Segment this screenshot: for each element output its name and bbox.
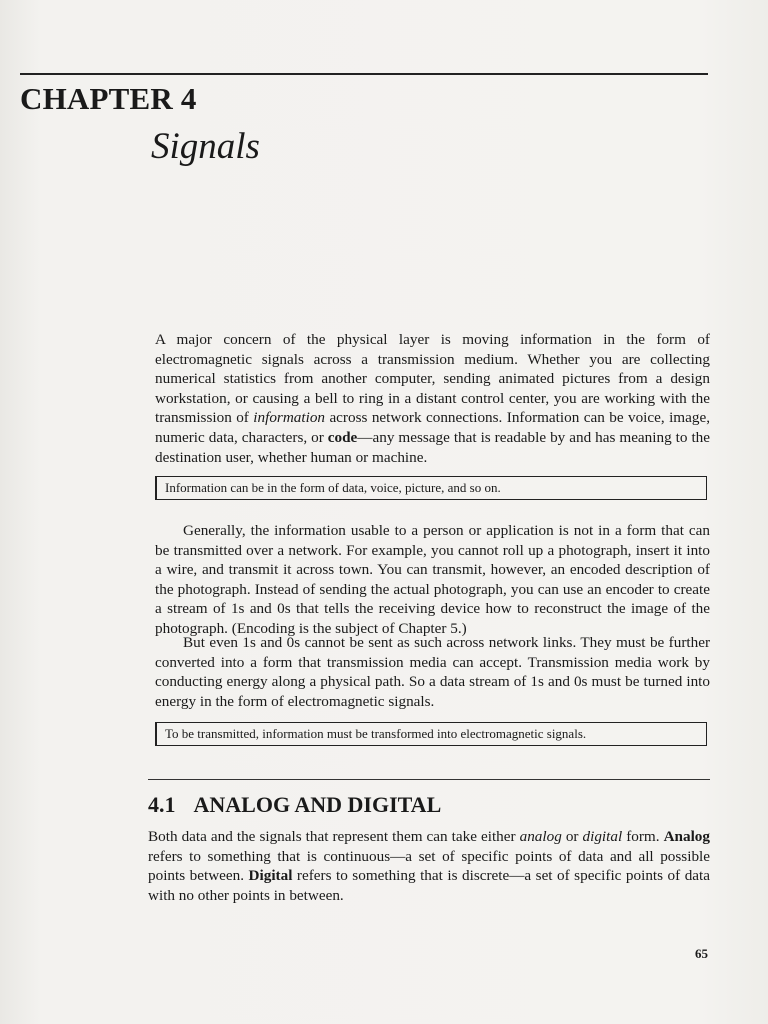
- body-paragraph-signals: But even 1s and 0s cannot be sent as such across network links. They must be further converted into a form that transmission media can accept. Transmission media work by conducting energy along a physical path. So a data stream of 1s and 0s must be turned into energy in the form of electromagnetic signals.: [155, 634, 710, 710]
- section-title: ANALOG AND DIGITAL: [193, 792, 442, 817]
- section-term-digital: Digital: [248, 867, 293, 885]
- intro-text-2: across network connections. Information can be voice, image, numeric data, characters, or: [155, 409, 710, 446]
- section-term-analog-italic: analog: [519, 828, 562, 845]
- section-number: 4.1: [148, 792, 176, 817]
- body-paragraph-encoding: Generally, the information usable to a person or application is not in a form that can be transmitted over a network. For example, you cannot roll up a photograph, insert it into a wire, and transmit it across town. You can transmit, however, an encoded description of the photograph. Instead of sending the actual photograph, you can use an encoder to create a stream of 1s and 0s that tells the receiving device how to reconstruct the image of the photograph. (Encoding is the subject of Chapter 5.): [155, 522, 710, 637]
- section-heading: [148, 794, 441, 816]
- intro-term-code: code: [327, 428, 358, 446]
- section-rule: [148, 779, 710, 780]
- chapter-title: Signals: [151, 126, 260, 167]
- intro-text-3: —any message that is readable by and has meaning to the destination user, whether human or machine.: [155, 428, 710, 466]
- section-term-analog: Analog: [663, 828, 710, 845]
- section-text-2: or: [561, 828, 583, 845]
- chapter-label: CHAPTER 4: [20, 81, 197, 116]
- top-rule: [20, 73, 708, 75]
- intro-paragraph: [155, 330, 710, 467]
- section-text-3: form.: [622, 828, 664, 845]
- section-text-5: refers to something that is discrete—a set of specific points of data with no other points in between.: [148, 867, 710, 904]
- intro-term-information: information: [253, 409, 326, 427]
- callout-box-transmitted: To be transmitted, information must be transformed into electromagnetic signals.: [155, 722, 707, 746]
- section-text-1: Both data and the signals that represent them can take either: [148, 828, 520, 845]
- callout-box-information: Information can be in the form of data, voice, picture, and so on.: [155, 476, 707, 500]
- page-number: 65: [695, 946, 708, 961]
- section-term-digital-italic: digital: [582, 828, 623, 845]
- intro-text-1: A major concern of the physical layer is moving information in the form of electromagnetic signals across a transmission medium. Whether you are collecting numerical statistics from another computer, sending animated pictures from a design workstation, or causing a bell to ring in a distant control center, you are working with the transmission of: [155, 331, 710, 427]
- section-text-4: refers to something that is continuous—a set of specific points of data and all possible points between.: [148, 847, 710, 885]
- section-paragraph: [148, 827, 710, 905]
